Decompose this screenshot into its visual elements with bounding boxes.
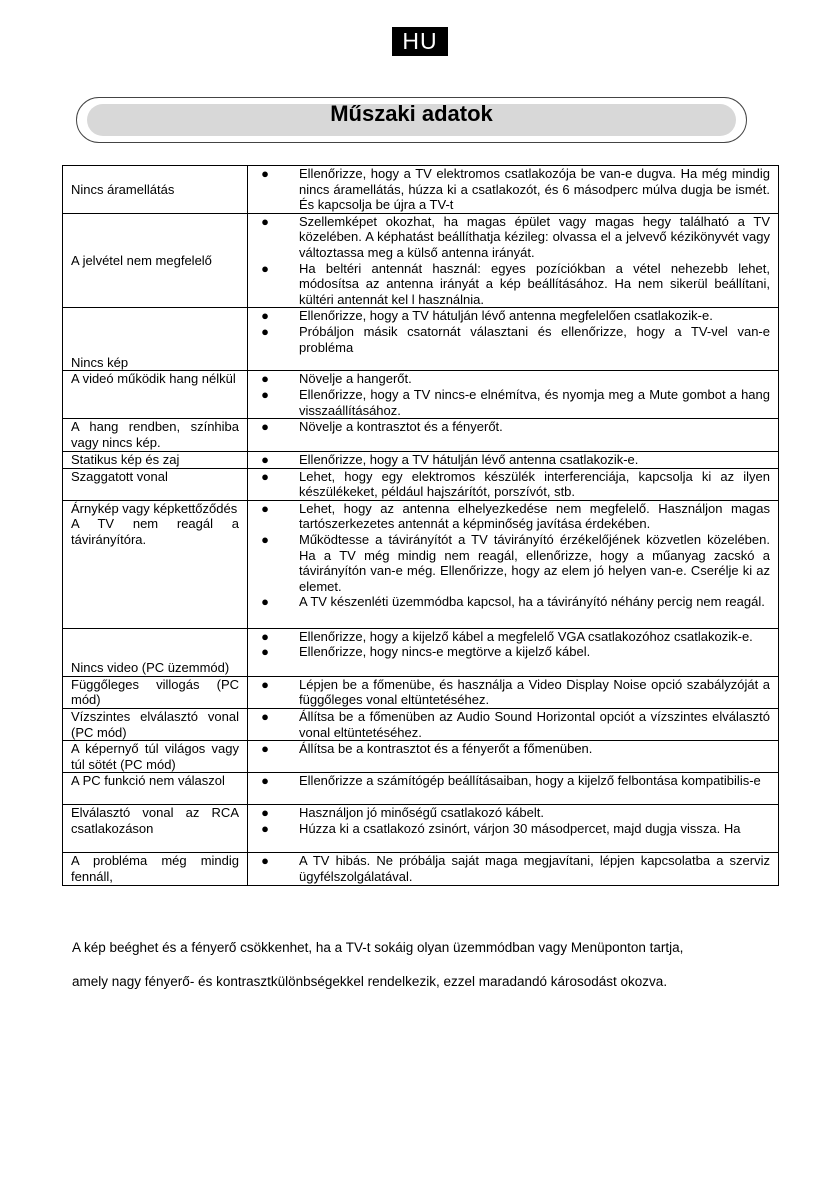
bullet-icon: ●	[261, 708, 269, 724]
troubleshooting-table	[62, 165, 779, 886]
list-item: ● Ellenőrizze, hogy nincs-e megtörve a kijelző kábel.	[261, 644, 591, 660]
problem-cell: Nincs áramellátás	[63, 166, 248, 214]
bullet-icon: ●	[261, 386, 269, 402]
list-item: ● Növelje a kontrasztot és a fényerőt.	[261, 419, 503, 435]
list-item: ● A TV hibás. Ne próbálja saját maga megjavítani, lépjen kapcsolatba a szerviz ügyfélszolgálatával.	[261, 853, 770, 884]
table-row	[63, 500, 779, 628]
problem-cell: A PC funkció nem válaszol	[63, 773, 248, 805]
list-item: ● Lépjen be a főmenübe, és használja a Video Display Noise opció szabályzóját a függőleges vonal eltüntetéséhez.	[261, 676, 770, 708]
list-item: ● Húzza ki a csatlakozó zsinórt, várjon 30 másodpercet, majd dugja vissza. Ha	[261, 820, 741, 836]
problem-cell: Árnykép vagy képkettőződés A TV nem reagál a távirányítóra.	[63, 500, 248, 628]
list-item: ● Próbáljon másik csatornát választani és ellenőrizze, hogy a TV-vel van-e probléma	[261, 323, 770, 355]
bullet-icon: ●	[261, 260, 269, 276]
list-item: ● Használjon jó minőségű csatlakozó kábelt.	[261, 805, 544, 821]
solution-cell	[248, 853, 779, 886]
solution-cell	[248, 451, 779, 468]
solution-cell	[248, 805, 779, 853]
problem-cell: Vízszintes elválasztó vonal (PC mód)	[63, 708, 248, 740]
list-item: ● Ellenőrizze, hogy a kijelző kábel a megfelelő VGA csatlakozóhoz csatlakozik-e.	[261, 628, 753, 644]
section-title-frame	[76, 97, 747, 143]
bullet-icon: ●	[261, 805, 269, 821]
list-item: ● Állítsa be a főmenüben az Audio Sound Horizontal opciót a vízszintes elválasztó vonal eltüntetéséhez.	[261, 708, 770, 740]
table-row	[63, 213, 779, 308]
problem-cell: Nincs video (PC üzemmód)	[63, 628, 248, 676]
solution-cell	[248, 628, 779, 676]
solution-cell	[248, 419, 779, 451]
list-item: ● Ellenőrizze, hogy a TV nincs-e elnémítva, és nyomja meg a Mute gombot a hang visszaállításához.	[261, 386, 770, 418]
bullet-icon: ●	[261, 644, 269, 660]
table-row	[63, 676, 779, 708]
solution-cell	[248, 468, 779, 500]
bullet-icon: ●	[261, 628, 269, 644]
bullet-icon: ●	[261, 166, 269, 181]
table-row	[63, 419, 779, 451]
page-title: Műszaki adatok	[330, 101, 493, 126]
bullet-icon: ●	[261, 323, 269, 339]
bullet-icon: ●	[261, 419, 269, 435]
problem-cell: A képernyő túl világos vagy túl sötét (PC mód)	[63, 741, 248, 773]
table-row	[63, 308, 779, 371]
problem-cell: A hang rendben, színhiba vagy nincs kép.	[63, 419, 248, 451]
problem-cell: Elválasztó vonal az RCA csatlakozáson	[63, 805, 248, 853]
bullet-icon: ●	[261, 676, 269, 692]
problem-cell: Szaggatott vonal	[63, 468, 248, 500]
bullet-icon: ●	[261, 594, 269, 610]
language-badge: HU	[392, 27, 448, 56]
solution-cell	[248, 213, 779, 308]
problem-cell: A videó működik hang nélkül	[63, 371, 248, 419]
list-item: ● Lehet, hogy az antenna elhelyezkedése nem megfelelő. Használjon magas tartószerkezetes antennát a képminőség javítása érdekében.	[261, 500, 770, 532]
bullet-icon: ●	[261, 308, 269, 324]
list-item: ● Szellemképet okozhat, ha magas épület vagy magas hegy található a TV közelében. A képhatást beállíthatja kézileg: olvassa el a jelvevő kézikönyvét vagy változtassa meg a külső antenna irányát.	[261, 213, 770, 260]
list-item: ● A TV készenléti üzemmódba kapcsol, ha a távirányító néhány percig nem reagál.	[261, 594, 765, 610]
bullet-icon: ●	[261, 213, 269, 229]
table-row	[63, 371, 779, 419]
problem-cell: A probléma még mindig fennáll,	[63, 853, 248, 886]
footer-note-line-1: A kép beéghet és a fényerő csökkenhet, ha a TV-t sokáig olyan üzemmódban vagy Menüponton tartja,	[72, 940, 684, 955]
table-row	[63, 741, 779, 773]
table-row	[63, 451, 779, 468]
list-item: ● Működtesse a távirányítót a TV távirányító érzékelőjének közvetlen közelében. Ha a TV még mindig nem reagál, ellenőrizze, hogy a műanyag zacskó a távirányítón van-e még. Ellenőrizze, hogy az elem jó helyen van-e. Cserélje ki az elemet.	[261, 531, 770, 594]
table-row	[63, 773, 779, 805]
bullet-icon: ●	[261, 371, 269, 387]
list-item: ● Ellenőrizze, hogy a TV hátulján lévő antenna megfelelően csatlakozik-e.	[261, 308, 713, 324]
bullet-icon: ●	[261, 468, 269, 484]
solution-cell	[248, 773, 779, 805]
table-row	[63, 468, 779, 500]
solution-cell	[248, 741, 779, 773]
bullet-icon: ●	[261, 773, 269, 789]
table-row	[63, 708, 779, 740]
bullet-icon: ●	[261, 451, 269, 467]
problem-cell: Statikus kép és zaj	[63, 451, 248, 468]
bullet-icon: ●	[261, 500, 269, 516]
bullet-icon: ●	[261, 853, 269, 869]
table-row	[63, 628, 779, 676]
list-item: ● Lehet, hogy egy elektromos készülék interferenciája, kapcsolja ki az ilyen készülékeket, például hajszárítót, porszívót, stb.	[261, 468, 770, 500]
table-row	[63, 853, 779, 886]
solution-cell	[248, 371, 779, 419]
problem-cell: A jelvétel nem megfelelő	[63, 213, 248, 308]
bullet-icon: ●	[261, 531, 269, 547]
solution-cell	[248, 308, 779, 371]
list-item: ● Ellenőrizze, hogy a TV elektromos csatlakozója be van-e dugva. Ha még mindig nincs áramellátás, húzza ki a csatlakozót, és 6 másodperc múlva dugja be ismét. És kapcsolja be újra a TV-t	[261, 166, 770, 213]
list-item: ● Növelje a hangerőt.	[261, 371, 412, 387]
list-item: ● Ellenőrizze, hogy a TV hátulján lévő antenna csatlakozik-e.	[261, 451, 639, 467]
solution-cell	[248, 676, 779, 708]
table-row	[63, 166, 779, 214]
solution-cell	[248, 500, 779, 628]
list-item: ● Ha beltéri antennát használ: egyes pozíciókban a vétel nehezebb lehet, módosítsa az antenna irányát a kép beállításához. Ha nem sikerül beállítani, kültéri antennát kel l használnia.	[261, 260, 770, 307]
table-row	[63, 805, 779, 853]
list-item: ● Állítsa be a kontrasztot és a fényerőt a főmenüben.	[261, 741, 593, 757]
solution-cell	[248, 708, 779, 740]
bullet-icon: ●	[261, 741, 269, 757]
list-item: ● Ellenőrizze a számítógép beállításaiban, hogy a kijelző felbontása kompatibilis-e	[261, 773, 761, 789]
problem-cell: Nincs kép	[63, 308, 248, 371]
solution-cell	[248, 166, 779, 214]
bullet-icon: ●	[261, 820, 269, 836]
problem-cell: Függőleges villogás (PC mód)	[63, 676, 248, 708]
footer-note-line-2: amely nagy fényerő- és kontrasztkülönbségekkel rendelkezik, ezzel maradandó károsodást okozva.	[72, 974, 668, 989]
